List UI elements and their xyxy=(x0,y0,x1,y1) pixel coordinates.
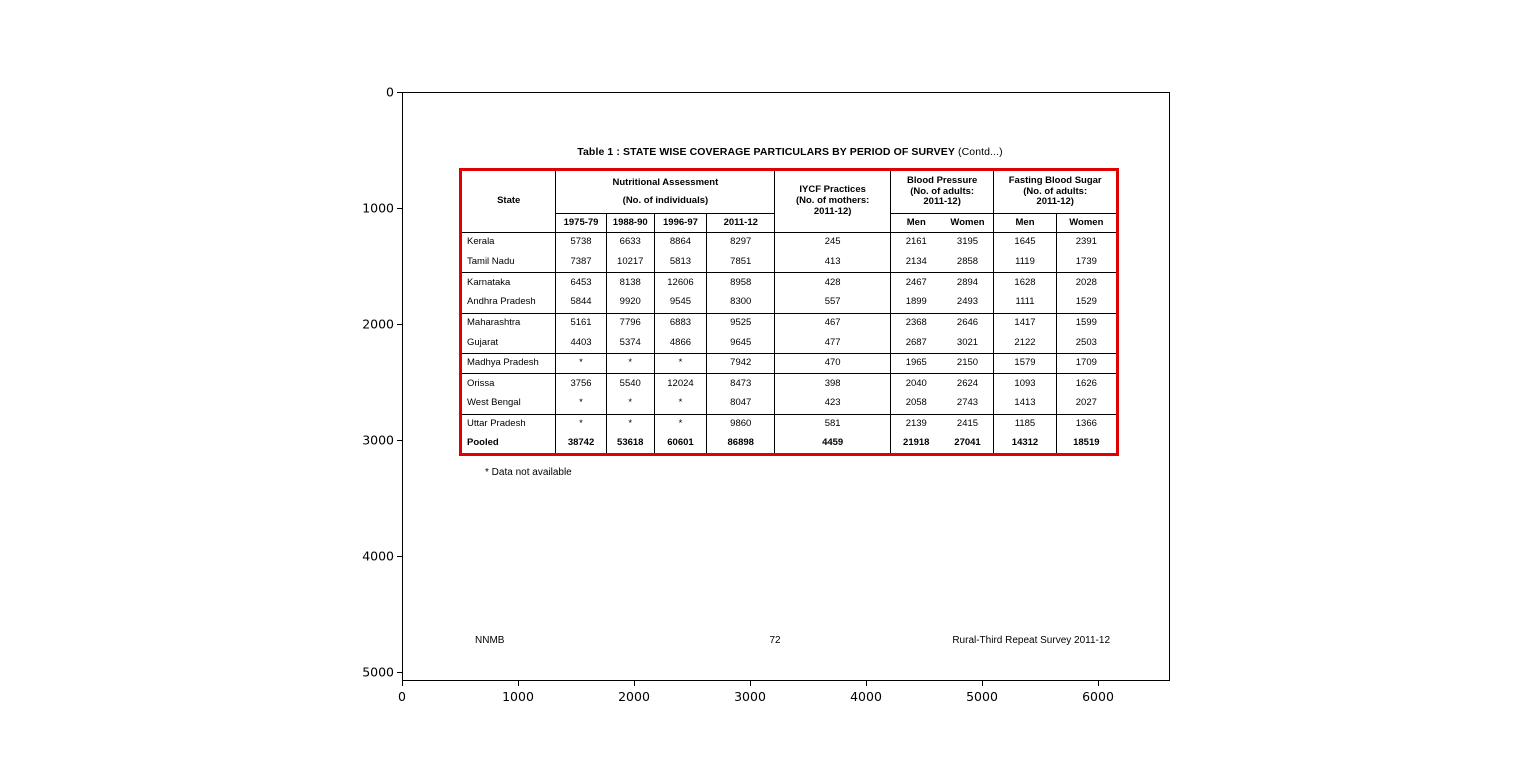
value-cell: 2122 xyxy=(994,333,1056,353)
col-header-year: 1975-79 xyxy=(556,214,606,233)
table-row xyxy=(461,354,1118,374)
table-row xyxy=(461,313,1118,333)
value-cell: 2139 xyxy=(890,414,941,434)
x-tick-mark xyxy=(866,681,867,686)
value-cell: 2743 xyxy=(956,397,979,409)
value-cell: 1093 xyxy=(994,374,1056,394)
table-title-contd: (Contd...) xyxy=(957,146,1003,158)
value-cell: 3195 xyxy=(942,233,994,253)
col-header-fasting-blood-sugar xyxy=(994,170,1118,214)
value-cell: 1628 xyxy=(994,273,1056,293)
x-tick-label: 0 xyxy=(398,689,406,704)
value-cell: 557 xyxy=(775,293,891,313)
value-cell: 2503 xyxy=(1056,333,1117,353)
table-title xyxy=(430,146,1150,158)
value-cell: 4403 xyxy=(556,333,606,353)
x-tick-mark xyxy=(402,681,403,686)
value-cell: 1739 xyxy=(1056,253,1117,273)
col-header-nutritional xyxy=(556,170,775,214)
table-title-main: Table 1 : STATE WISE COVERAGE PARTICULARS BY PERIOD OF SURVEY xyxy=(577,146,955,158)
value-cell: 8047 xyxy=(707,394,775,414)
header-line: (No. of adults: xyxy=(1023,185,1088,197)
x-tick-label: 6000 xyxy=(1082,689,1114,704)
col-header-fbs-women: Women xyxy=(1056,214,1117,233)
state-name-cell: Pooled xyxy=(461,434,556,454)
value-cell: 2028 xyxy=(1056,273,1117,293)
value-cell: 12024 xyxy=(654,374,706,394)
value-cell: 12606 xyxy=(654,273,706,293)
footer-org: NNMB xyxy=(475,635,505,646)
value-cell: 9645 xyxy=(707,333,775,353)
state-name-cell: Maharashtra xyxy=(461,313,556,333)
value-cell: 2161 xyxy=(890,233,941,253)
value-cell: 423 xyxy=(775,394,891,414)
header-line: (No. of individuals) xyxy=(622,194,709,206)
value-cell: 5844 xyxy=(556,293,606,313)
col-header-state: State xyxy=(461,170,556,233)
value-cell: 470 xyxy=(775,354,891,374)
value-cell: 2858 xyxy=(956,256,979,268)
value-cell: * xyxy=(556,414,606,434)
value-cell: 3756 xyxy=(556,374,606,394)
value-cell: 4866 xyxy=(654,333,706,353)
value-cell: 2150 xyxy=(942,354,994,374)
table-row xyxy=(461,434,1118,454)
col-header-year: 2011-12 xyxy=(707,214,775,233)
table-body xyxy=(461,233,1118,455)
value-cell: 1579 xyxy=(994,354,1056,374)
value-cell: * xyxy=(654,354,706,374)
table-row xyxy=(461,374,1118,394)
value-cell: 1599 xyxy=(1056,313,1117,333)
y-tick-mark xyxy=(397,672,402,673)
value-cell: 2624 xyxy=(942,374,994,394)
value-cell: * xyxy=(556,394,606,414)
value-cell: 1965 xyxy=(890,354,941,374)
state-name-cell: Karnataka xyxy=(461,273,556,293)
x-tick-label: 2000 xyxy=(618,689,650,704)
value-cell: 9860 xyxy=(707,414,775,434)
footnote: * Data not available xyxy=(485,467,572,478)
header-line: (No. of adults: xyxy=(910,185,975,197)
value-cell: 581 xyxy=(775,414,891,434)
y-tick-label: 1000 xyxy=(362,200,394,216)
value-cell: 6453 xyxy=(556,273,606,293)
value-cell: 1529 xyxy=(1056,293,1117,313)
value-cell: 2646 xyxy=(942,313,994,333)
value-cell: 467 xyxy=(775,313,891,333)
state-name-cell: Orissa xyxy=(461,374,556,394)
col-header-year: 1988-90 xyxy=(606,214,654,233)
value-cell: 6633 xyxy=(606,233,654,253)
value-cell: 4459 xyxy=(775,434,891,454)
value-cell: 5161 xyxy=(556,313,606,333)
x-tick-mark xyxy=(750,681,751,686)
value-cell: 428 xyxy=(775,273,891,293)
state-name-cell: Andhra Pradesh xyxy=(461,293,556,313)
col-header-bp-men: Men xyxy=(890,214,941,233)
value-cell: 53618 xyxy=(606,434,654,454)
value-cell: 1899 xyxy=(890,293,941,313)
value-cell: 245 xyxy=(775,233,891,253)
value-cell: 8138 xyxy=(606,273,654,293)
value-cell: 1709 xyxy=(1056,354,1117,374)
value-cell: 7796 xyxy=(606,313,654,333)
col-header-year: 1996-97 xyxy=(654,214,706,233)
value-cell: 8958 xyxy=(707,273,775,293)
col-header-iycf xyxy=(775,170,891,233)
table-row xyxy=(461,293,1118,313)
header-line: (No. of mothers: xyxy=(795,195,870,207)
y-tick-label: 0 xyxy=(386,84,394,100)
x-tick-label: 1000 xyxy=(502,689,534,704)
header-line: Fasting Blood Sugar xyxy=(1008,174,1102,186)
x-tick-mark xyxy=(634,681,635,686)
value-cell: 2493 xyxy=(956,296,979,308)
y-tick-label: 5000 xyxy=(362,664,394,680)
y-tick-mark xyxy=(397,324,402,325)
value-cell: 8473 xyxy=(707,374,775,394)
y-tick-mark xyxy=(397,92,402,93)
value-cell: 5738 xyxy=(556,233,606,253)
table-row xyxy=(461,333,1118,353)
value-cell: * xyxy=(606,414,654,434)
state-name-cell: West Bengal xyxy=(461,394,556,414)
state-name-cell: Kerala xyxy=(461,233,556,253)
value-cell: 8864 xyxy=(654,233,706,253)
x-tick-mark xyxy=(1098,681,1099,686)
value-cell: 1413 xyxy=(994,394,1056,414)
value-cell: 2415 xyxy=(942,414,994,434)
y-tick-mark xyxy=(397,556,402,557)
col-header-blood-pressure xyxy=(890,170,993,214)
value-cell: 9545 xyxy=(654,293,706,313)
value-cell: 38742 xyxy=(556,434,606,454)
value-cell: 18519 xyxy=(1056,434,1117,454)
table-row xyxy=(461,414,1118,434)
value-cell: 1417 xyxy=(994,313,1056,333)
value-cell: 2391 xyxy=(1056,233,1117,253)
value-cell: * xyxy=(606,394,654,414)
value-cell: 1185 xyxy=(994,414,1056,434)
value-cell: 2134 xyxy=(890,253,941,273)
value-cell: 86898 xyxy=(707,434,775,454)
y-tick-mark xyxy=(397,440,402,441)
y-tick-label: 2000 xyxy=(362,316,394,332)
value-cell: * xyxy=(556,354,606,374)
value-cell: 3021 xyxy=(956,336,979,348)
value-cell: 413 xyxy=(775,253,891,273)
value-cell: 8297 xyxy=(707,233,775,253)
header-line: 2011-12) xyxy=(1036,196,1074,208)
value-cell: 1645 xyxy=(994,233,1056,253)
state-name-cell: Uttar Pradesh xyxy=(461,414,556,434)
value-cell: 9525 xyxy=(707,313,775,333)
state-name-cell: Madhya Pradesh xyxy=(461,354,556,374)
x-tick-mark xyxy=(982,681,983,686)
value-cell: 27041 xyxy=(954,437,981,449)
state-name-cell: Tamil Nadu xyxy=(461,253,556,273)
value-cell: * xyxy=(654,394,706,414)
value-cell: 2040 xyxy=(890,374,941,394)
col-header-bp-women: Women xyxy=(942,214,994,233)
value-cell: * xyxy=(606,354,654,374)
value-cell: 2058 xyxy=(890,394,941,414)
value-cell: 2368 xyxy=(890,313,941,333)
value-cell: 2687 xyxy=(890,333,941,353)
value-cell: 1366 xyxy=(1056,414,1117,434)
table-row xyxy=(461,394,1118,414)
value-cell: * xyxy=(654,414,706,434)
state-name-cell: Gujarat xyxy=(461,333,556,353)
header-line: Nutritional Assessment xyxy=(612,176,719,188)
value-cell: 7942 xyxy=(707,354,775,374)
value-cell: 8300 xyxy=(707,293,775,313)
footer-page-number: 72 xyxy=(769,635,781,646)
col-header-fbs-men: Men xyxy=(994,214,1056,233)
value-cell: 398 xyxy=(775,374,891,394)
coverage-table xyxy=(459,168,1119,456)
value-cell: 7851 xyxy=(707,253,775,273)
value-cell: 60601 xyxy=(654,434,706,454)
value-cell: 6883 xyxy=(654,313,706,333)
x-tick-label: 3000 xyxy=(734,689,766,704)
header-line: 2011-12) xyxy=(923,196,961,208)
value-cell: 477 xyxy=(775,333,891,353)
y-tick-label: 3000 xyxy=(362,432,394,448)
value-cell: 1119 xyxy=(994,253,1056,273)
value-cell: 14312 xyxy=(994,434,1056,454)
value-cell: 5540 xyxy=(606,374,654,394)
x-tick-mark xyxy=(518,681,519,686)
value-cell: 1626 xyxy=(1056,374,1117,394)
table-row xyxy=(461,253,1118,273)
x-tick-label: 4000 xyxy=(850,689,882,704)
header-line: 2011-12) xyxy=(813,205,852,217)
value-cell: 21918 xyxy=(890,434,941,454)
value-cell: 10217 xyxy=(606,253,654,273)
table-row xyxy=(461,233,1118,253)
value-cell: 5374 xyxy=(606,333,654,353)
header-line: Blood Pressure xyxy=(907,174,978,186)
header-row-groups xyxy=(461,170,1118,214)
y-tick-label: 4000 xyxy=(362,548,394,564)
value-cell: 1111 xyxy=(994,293,1056,313)
value-cell: 9920 xyxy=(606,293,654,313)
value-cell: 7387 xyxy=(556,253,606,273)
value-cell: 2894 xyxy=(942,273,994,293)
footer-survey-name: Rural-Third Repeat Survey 2011-12 xyxy=(952,635,1110,646)
x-tick-label: 5000 xyxy=(966,689,998,704)
value-cell: 2467 xyxy=(890,273,941,293)
header-line: IYCF Practices xyxy=(799,184,866,196)
value-cell: 2027 xyxy=(1056,394,1117,414)
y-tick-mark xyxy=(397,208,402,209)
value-cell: 5813 xyxy=(654,253,706,273)
table-row xyxy=(461,273,1118,293)
